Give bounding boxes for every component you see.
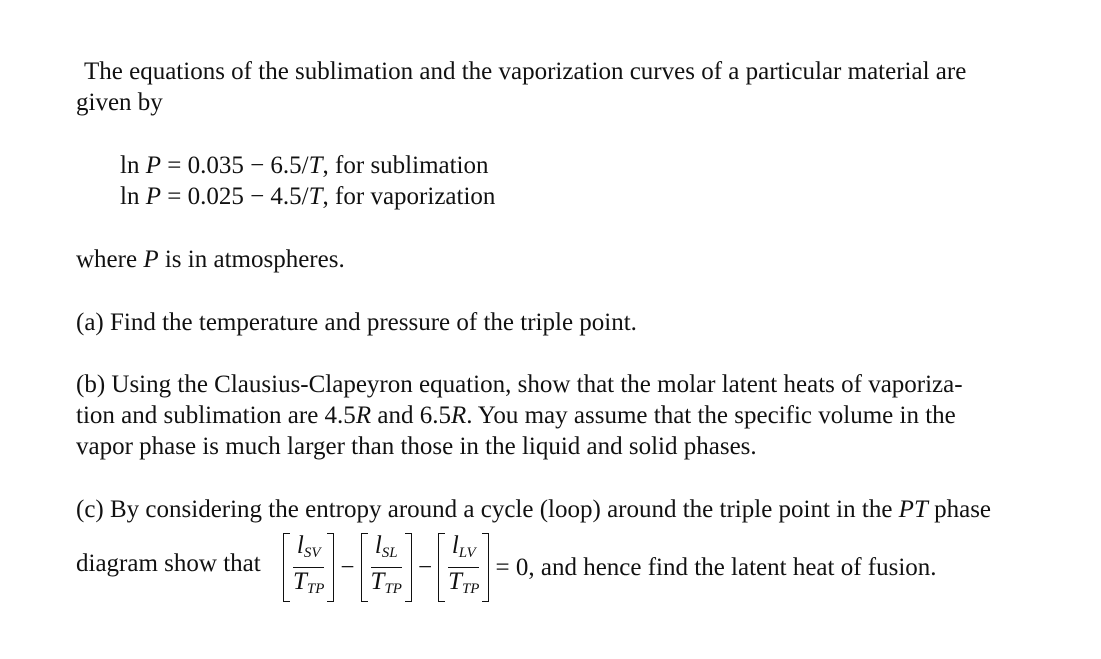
bracket-lv: $\frac{l_{LV}}{T_{TP}}$ [438, 533, 489, 602]
minus-operator: − [417, 553, 433, 581]
equals-zero: = 0 [495, 553, 529, 581]
part-c-line-1: (c) By considering the entropy around a cycle (loop) around the triple point in the PT phase [76, 496, 992, 523]
where-line: where P is in atmospheres. [76, 246, 345, 273]
bracket-sv: $\frac{l_{SV}}{T_{TP}}$ [283, 533, 334, 602]
part-b-line-3: vapor phase is much larger than those in the liquid and solid phases. [76, 433, 757, 460]
intro-line-1: The equations of the sublimation and the vaporization curves of a particular material are [84, 58, 967, 85]
part-c-line-2-suffix: , and hence find the latent heat of fusion. [528, 553, 937, 581]
equation-sublimation: ln P = 0.035 − 6.5/T, for sublimation [120, 152, 489, 179]
part-a: (a) Find the temperature and pressure of the triple point. [76, 309, 637, 336]
minus-operator: − [340, 553, 355, 581]
part-b-line-2: tion and sublimation are 4.5R and 6.5R. You may assume that the specific volume in the [76, 402, 956, 429]
entropy-equation [283, 533, 937, 602]
bracket-sl: $\frac{l_{SL}}{T_{TP}}$ [361, 533, 412, 602]
part-b-line-1: (b) Using the Clausius-Clapeyron equation, show that the molar latent heats of vaporiza- [76, 371, 963, 398]
part-c-line-2-prefix: diagram show that [76, 550, 261, 577]
intro-line-2: given by [76, 89, 163, 116]
equation-vaporization: ln P = 0.025 − 4.5/T, for vaporization [120, 183, 496, 210]
